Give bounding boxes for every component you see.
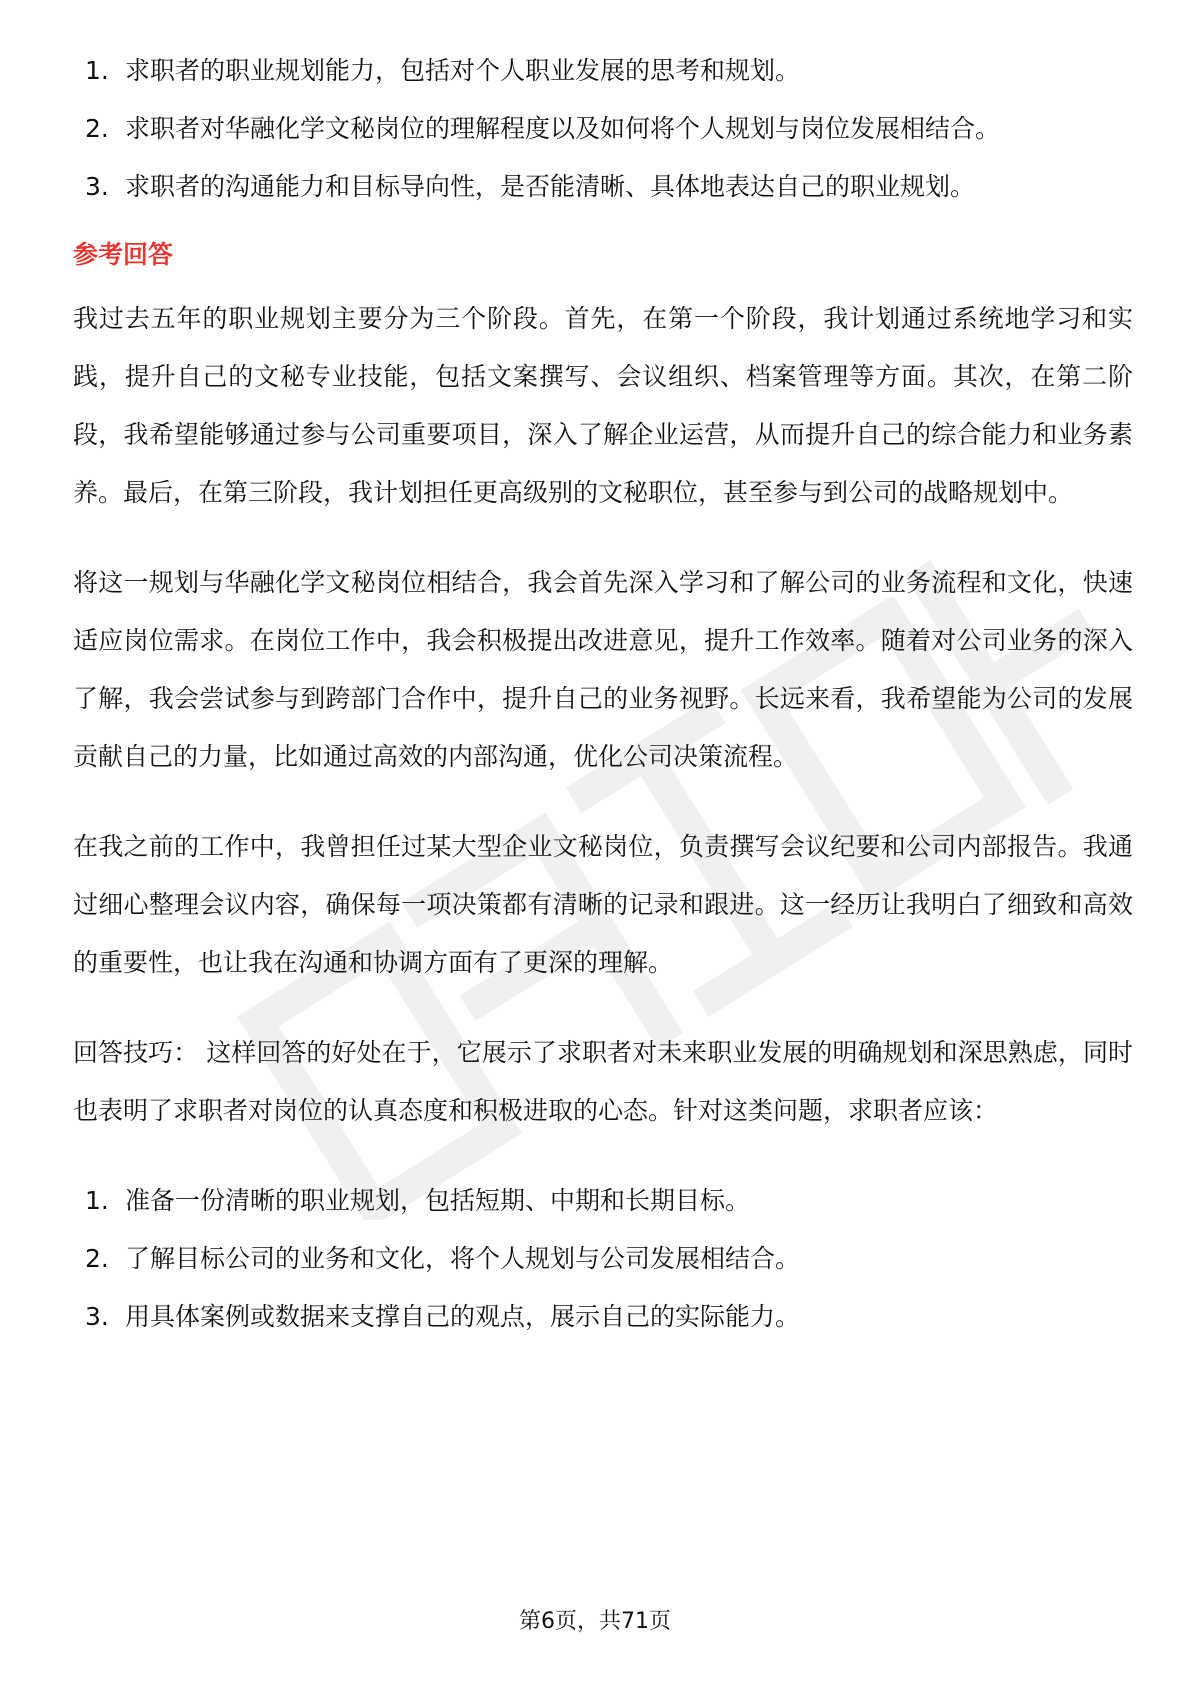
- list-item: [73, 1288, 1133, 1346]
- content-area: [73, 42, 1133, 1346]
- list-number: 3.: [85, 1302, 109, 1331]
- list-text: 准备一份清晰的职业规划，包括短期、中期和长期目标。: [125, 1186, 751, 1215]
- reference-answer-heading: 参考回答: [73, 240, 174, 269]
- answer-paragraph: 我过去五年的职业规划主要分为三个阶段。首先，在第一个阶段，我计划通过系统地学习和实践，提升自己的文秘专业技能，包括文案撰写、会议组织、档案管理等方面。其次，在第二阶段，我希望能够通过参与公司重要项目，深入了解企业运营，从而提升自己的综合能力和业务素养。最后，在第三阶段，我计划担任更高级别的文秘职位，甚至参与到公司的战略规划中。: [73, 304, 1133, 507]
- answer-paragraph: 将这一规划与华融化学文秘岗位相结合，我会首先深入学习和了解公司的业务流程和文化，快速适应岗位需求。在岗位工作中，我会积极提出改进意见，提升工作效率。随着对公司业务的深入了解，我会尝试参与到跨部门合作中，提升自己的业务视野。长远来看，我希望能为公司的发展贡献自己的力量，比如通过高效的内部沟通，优化公司决策流程。: [73, 568, 1133, 771]
- list-item: [73, 158, 1133, 216]
- answer-paragraph: 在我之前的工作中，我曾担任过某大型企业文秘岗位，负责撰写会议纪要和公司内部报告。我通过细心整理会议内容，确保每一项决策都有清晰的记录和跟进。这一经历让我明白了细致和高效的重要性，也让我在沟通和协调方面有了更深的理解。: [73, 832, 1133, 977]
- list-item: [73, 1230, 1133, 1288]
- list-text: 求职者的沟通能力和目标导向性，是否能清晰、具体地表达自己的职业规划。: [125, 172, 976, 201]
- list-number: 1.: [85, 1186, 109, 1215]
- tips-list: [73, 1172, 1133, 1346]
- list-item: [73, 1172, 1133, 1230]
- list-item: [73, 42, 1133, 100]
- list-text: 了解目标公司的业务和文化，将个人规划与公司发展相结合。: [125, 1244, 801, 1273]
- list-number: 1.: [85, 56, 109, 85]
- page-number-footer: 第6页，共71页: [519, 1609, 671, 1634]
- list-number: 2.: [85, 1244, 109, 1273]
- list-text: 求职者的职业规划能力，包括对个人职业发展的思考和规划。: [125, 56, 801, 85]
- criteria-list: [73, 42, 1133, 216]
- list-text: 求职者对华融化学文秘岗位的理解程度以及如何将个人规划与岗位发展相结合。: [125, 114, 1001, 143]
- tips-paragraph: 回答技巧： 这样回答的好处在于，它展示了求职者对未来职业发展的明确规划和深思熟虑，同时也表明了求职者对岗位的认真态度和积极进取的心态。针对这类问题，求职者应该：: [73, 1038, 1133, 1125]
- list-number: 3.: [85, 172, 109, 201]
- list-text: 用具体案例或数据来支撑自己的观点，展示自己的实际能力。: [125, 1302, 801, 1331]
- list-item: [73, 100, 1133, 158]
- list-number: 2.: [85, 114, 109, 143]
